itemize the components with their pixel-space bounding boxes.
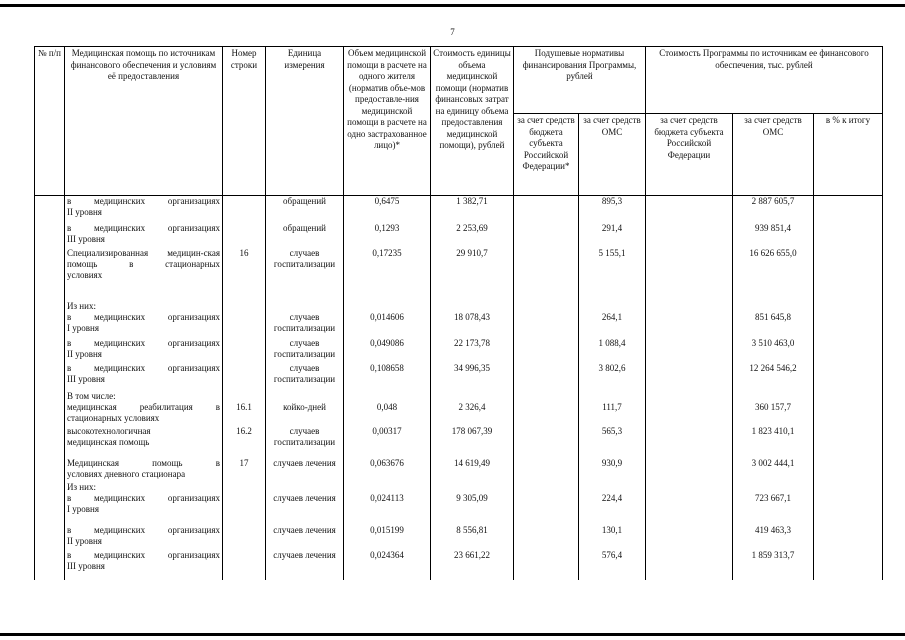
cell-cost: 8 556,81 (431, 525, 514, 550)
row-name (65, 402, 223, 426)
cell-empty (35, 493, 65, 525)
row-name (65, 458, 223, 482)
cell-row: 16.2 (223, 426, 266, 458)
cell-row (223, 338, 266, 363)
cell-unit: случаев госпитализации (266, 426, 344, 458)
cell-oms (579, 482, 646, 493)
cell-empty (814, 525, 883, 550)
cell-unit: случаев лечения (266, 550, 344, 580)
row-name-line2: I уровня (67, 322, 99, 333)
cell-row (223, 301, 266, 312)
row-name-line2: III уровня (67, 560, 105, 571)
row-name (65, 312, 223, 338)
row-name-line1: в медицинских организациях (67, 524, 220, 535)
row-name-line2: условиях дневного стационара (67, 468, 186, 479)
header-num: № п/п (35, 47, 65, 196)
cell-unit: случаев госпитализации (266, 248, 344, 301)
cell-unit (266, 482, 344, 493)
cell-unit: койко-дней (266, 402, 344, 426)
table-row (35, 248, 883, 301)
cell-empty (814, 196, 883, 223)
cell-row (223, 223, 266, 248)
cell-volume: 0,024364 (344, 550, 431, 580)
cell-empty (646, 550, 733, 580)
cell-cost: 2 326,4 (431, 402, 514, 426)
cell-prog-oms: 2 887 605,7 (733, 196, 814, 223)
cell-empty (814, 391, 883, 402)
row-name (65, 363, 223, 391)
header-per-capita: Подушевые нормативы финансирования Программы, рублей (514, 47, 646, 114)
row-name (65, 196, 223, 223)
cell-unit: обращений (266, 223, 344, 248)
cell-prog-oms: 1 823 410,1 (733, 426, 814, 458)
cell-volume: 0,014606 (344, 312, 431, 338)
row-name-line2: III уровня (67, 373, 105, 384)
cell-oms (579, 301, 646, 312)
row-name-line1: Специализированная медицин-ская помощь в стационарных (67, 247, 220, 269)
cell-empty (814, 338, 883, 363)
page-number: 7 (450, 27, 455, 37)
cell-empty (35, 248, 65, 301)
cell-empty (35, 391, 65, 402)
cell-volume: 0,049086 (344, 338, 431, 363)
cell-oms: 5 155,1 (579, 248, 646, 301)
header-volume: Объем медицинской помощи в расчете на одного жителя (норматив объе-мов предоставле-ния медицинской помощи в расчете на одно застрахованное лицо)* (344, 47, 431, 196)
table-row (35, 391, 883, 402)
cell-row (223, 493, 266, 525)
table-row (35, 525, 883, 550)
cell-prog-oms: 16 626 655,0 (733, 248, 814, 301)
cell-oms: 576,4 (579, 550, 646, 580)
cell-row (223, 550, 266, 580)
cell-empty (646, 391, 733, 402)
cell-empty (646, 301, 733, 312)
cell-unit: обращений (266, 196, 344, 223)
cell-empty (646, 525, 733, 550)
cell-oms: 895,3 (579, 196, 646, 223)
row-name-line1: в медицинских организациях (67, 222, 220, 233)
header-cost: Стоимость единицы объема медицинской помощи (норматив финансовых затрат на единицу объема предоставления медицинской помощи), рублей (431, 47, 514, 196)
cell-empty (646, 312, 733, 338)
cell-prog-oms: 723 667,1 (733, 493, 814, 525)
table-row (35, 458, 883, 482)
header-unit: Единица измерения (266, 47, 344, 196)
cell-row (223, 391, 266, 402)
cell-unit (266, 391, 344, 402)
cell-empty (814, 550, 883, 580)
row-name-line2: медицинская помощь (67, 436, 150, 447)
table-row (35, 301, 883, 312)
cell-empty (814, 426, 883, 458)
cell-cost: 18 078,43 (431, 312, 514, 338)
cell-empty (35, 196, 65, 223)
row-name-line1: медицинская реабилитация в (67, 401, 220, 412)
cell-prog-oms: 939 851,4 (733, 223, 814, 248)
cell-volume (344, 482, 431, 493)
cell-unit (266, 301, 344, 312)
cell-empty (646, 426, 733, 458)
cell-prog-oms (733, 301, 814, 312)
cell-empty (646, 248, 733, 301)
table-row (35, 223, 883, 248)
cell-empty (646, 196, 733, 223)
cell-volume: 0,024113 (344, 493, 431, 525)
cell-empty (514, 525, 579, 550)
cell-volume: 0,108658 (344, 363, 431, 391)
table-row (35, 550, 883, 580)
cell-prog-oms: 3 510 463,0 (733, 338, 814, 363)
row-name-line2: стационарных условиях (67, 412, 160, 423)
row-name (65, 301, 223, 312)
cell-empty (514, 550, 579, 580)
cell-prog-oms: 3 002 444,1 (733, 458, 814, 482)
table-row (35, 426, 883, 458)
cell-prog-oms: 1 859 313,7 (733, 550, 814, 580)
cell-prog-oms: 419 463,3 (733, 525, 814, 550)
cell-empty (35, 301, 65, 312)
table-row (35, 363, 883, 391)
cell-empty (646, 458, 733, 482)
cell-empty (514, 493, 579, 525)
cell-oms: 111,7 (579, 402, 646, 426)
cell-row (223, 482, 266, 493)
cell-empty (514, 402, 579, 426)
table-row (35, 402, 883, 426)
header-program-pct: в % к итогу (814, 114, 883, 196)
cell-row (223, 196, 266, 223)
cell-oms: 1 088,4 (579, 338, 646, 363)
cell-unit: случаев лечения (266, 493, 344, 525)
table-row (35, 196, 883, 223)
cell-oms: 130,1 (579, 525, 646, 550)
cell-empty (814, 312, 883, 338)
cell-row (223, 525, 266, 550)
cell-empty (646, 493, 733, 525)
cell-empty (35, 223, 65, 248)
row-name-line2: Из них: (67, 481, 96, 492)
cell-cost: 1 382,71 (431, 196, 514, 223)
top-rule (0, 4, 905, 7)
cell-volume: 0,048 (344, 402, 431, 426)
table-row (35, 312, 883, 338)
cell-empty (514, 458, 579, 482)
row-name (65, 550, 223, 580)
row-name-line2: условиях (67, 269, 103, 280)
cell-empty (514, 391, 579, 402)
cell-empty (35, 312, 65, 338)
cell-empty (514, 482, 579, 493)
cell-empty (35, 458, 65, 482)
cell-empty (35, 525, 65, 550)
cell-row: 16.1 (223, 402, 266, 426)
bottom-rule (0, 633, 905, 636)
cell-volume (344, 391, 431, 402)
program-table (34, 46, 883, 580)
cell-row (223, 363, 266, 391)
row-name-line2: Из них: (67, 300, 96, 311)
row-name-line1: Медицинская помощь в (67, 457, 220, 468)
cell-cost: 23 661,22 (431, 550, 514, 580)
cell-unit: случаев госпитализации (266, 363, 344, 391)
row-name (65, 223, 223, 248)
cell-empty (514, 338, 579, 363)
cell-unit: случаев госпитализации (266, 338, 344, 363)
row-name-line1: в медицинских организациях (67, 549, 220, 560)
cell-volume: 0,063676 (344, 458, 431, 482)
cell-empty (514, 426, 579, 458)
cell-cost: 2 253,69 (431, 223, 514, 248)
cell-oms: 930,9 (579, 458, 646, 482)
row-name-line1: высокотехнологичная (67, 425, 151, 436)
row-name (65, 482, 223, 493)
cell-empty (35, 550, 65, 580)
cell-empty (514, 301, 579, 312)
cell-empty (814, 363, 883, 391)
cell-empty (514, 363, 579, 391)
cell-empty (514, 248, 579, 301)
row-name-line2: II уровня (67, 535, 102, 546)
row-name-line1: в медицинских организациях (67, 311, 220, 322)
header-name: Медицинская помощь по источникам финансового обеспечения и условиям её предоставления (65, 47, 223, 196)
table-row (35, 482, 883, 493)
cell-oms: 224,4 (579, 493, 646, 525)
header-row: Номер строки (223, 47, 266, 196)
cell-empty (514, 223, 579, 248)
row-name (65, 525, 223, 550)
table-row (35, 338, 883, 363)
table-body (35, 196, 883, 580)
cell-empty (814, 402, 883, 426)
row-name-line2: I уровня (67, 503, 99, 514)
cell-cost: 9 305,09 (431, 493, 514, 525)
cell-oms: 264,1 (579, 312, 646, 338)
row-name (65, 338, 223, 363)
row-name (65, 426, 223, 458)
cell-prog-oms (733, 391, 814, 402)
cell-oms: 291,4 (579, 223, 646, 248)
cell-unit: случаев госпитализации (266, 312, 344, 338)
cell-cost (431, 301, 514, 312)
cell-oms: 565,3 (579, 426, 646, 458)
row-name (65, 391, 223, 402)
cell-row: 16 (223, 248, 266, 301)
cell-volume: 0,00317 (344, 426, 431, 458)
cell-prog-oms: 360 157,7 (733, 402, 814, 426)
cell-empty (514, 196, 579, 223)
row-name-line2: III уровня (67, 233, 105, 244)
cell-volume: 0,6475 (344, 196, 431, 223)
cell-prog-oms (733, 482, 814, 493)
row-name (65, 248, 223, 301)
cell-empty (814, 301, 883, 312)
cell-empty (35, 426, 65, 458)
row-name-line1: в медицинских организациях (67, 492, 220, 503)
cell-empty (646, 363, 733, 391)
row-name-line1: в медицинских организациях (67, 362, 220, 373)
cell-empty (814, 493, 883, 525)
row-name-line2: II уровня (67, 207, 102, 217)
cell-empty (814, 482, 883, 493)
cell-cost: 14 619,49 (431, 458, 514, 482)
cell-prog-oms: 851 645,8 (733, 312, 814, 338)
cell-empty (646, 402, 733, 426)
cell-oms (579, 391, 646, 402)
cell-cost (431, 482, 514, 493)
row-name-line1: в медицинских организациях (67, 337, 220, 348)
cell-volume (344, 301, 431, 312)
header-program-cost: Стоимость Программы по источникам ее финансового обеспечения, тыс. рублей (646, 47, 883, 114)
cell-empty (35, 363, 65, 391)
cell-unit: случаев лечения (266, 525, 344, 550)
cell-cost: 178 067,39 (431, 426, 514, 458)
cell-empty (35, 482, 65, 493)
cell-row (223, 312, 266, 338)
cell-prog-oms: 12 264 546,2 (733, 363, 814, 391)
row-name (65, 493, 223, 525)
header-program-budget: за счет средств бюджета субъекта Российской Федерации (646, 114, 733, 196)
cell-cost: 29 910,7 (431, 248, 514, 301)
cell-volume: 0,015199 (344, 525, 431, 550)
cell-empty (646, 482, 733, 493)
row-name-line1: в медицинских организациях (67, 196, 220, 206)
cell-empty (35, 338, 65, 363)
cell-empty (35, 402, 65, 426)
cell-empty (646, 338, 733, 363)
cell-cost (431, 391, 514, 402)
cell-volume: 0,1293 (344, 223, 431, 248)
header-per-capita-oms: за счет средств ОМС (579, 114, 646, 196)
cell-volume: 0,17235 (344, 248, 431, 301)
cell-cost: 22 173,78 (431, 338, 514, 363)
cell-empty (514, 312, 579, 338)
row-name-line2: II уровня (67, 348, 102, 359)
header-program-oms: за счет средств ОМС (733, 114, 814, 196)
cell-oms: 3 802,6 (579, 363, 646, 391)
cell-empty (814, 248, 883, 301)
cell-cost: 34 996,35 (431, 363, 514, 391)
cell-empty (814, 223, 883, 248)
header-per-capita-budget: за счет средств бюджета субъекта Российской Федерации* (514, 114, 579, 196)
cell-empty (814, 458, 883, 482)
row-name-line2: В том числе: (67, 390, 116, 401)
cell-row: 17 (223, 458, 266, 482)
cell-unit: случаев лечения (266, 458, 344, 482)
table-row (35, 493, 883, 525)
cell-empty (646, 223, 733, 248)
